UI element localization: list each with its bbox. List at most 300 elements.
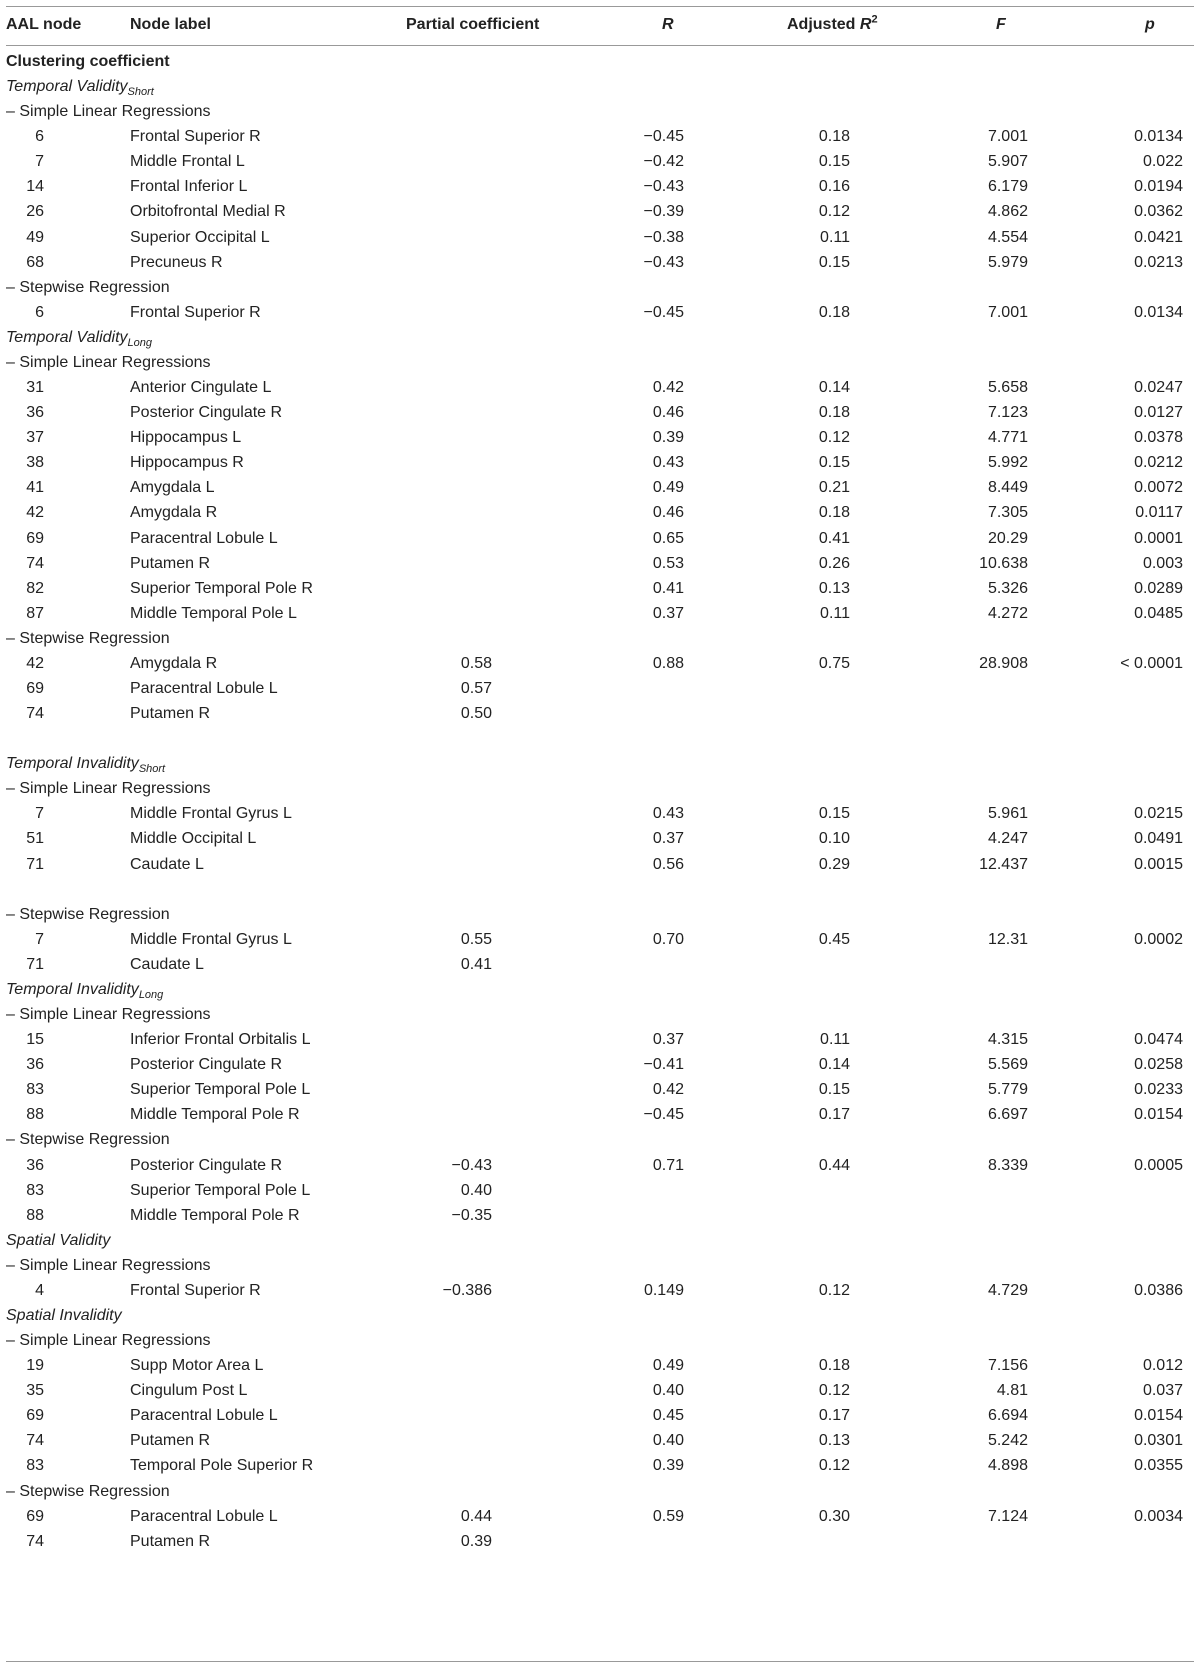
cell-adjusted-r2: 0.11 [820,1031,850,1049]
cell-p [1080,1529,1183,1555]
cell-f: 4.247 [987,830,1028,848]
cell-f: 8.339 [987,1156,1028,1174]
cell-partial-coefficient [420,174,492,200]
cell-p: 0.0127 [1134,404,1183,422]
cell-aal-node: 69 [26,680,44,697]
cell-node-label: Paracentral Lobule L [130,680,278,697]
cell-partial-coefficient [420,500,492,526]
cell-aal-node: 19 [26,1357,44,1375]
table-row [0,174,1200,200]
cell-node-label: Precuneus R [130,253,223,271]
cell-p: 0.0134 [1134,128,1183,146]
cell-f [940,952,1028,978]
cell-node-label: Middle Temporal Pole R [130,1206,300,1224]
cell-f: 4.272 [987,604,1028,622]
cell-partial-coefficient [420,1027,492,1053]
cell-p: 0.012 [1142,1357,1183,1375]
cell-aal-node: 31 [26,379,44,397]
cell-r: −0.43 [643,178,684,196]
cell-p: 0.0001 [1134,529,1183,547]
table-header-row [0,12,1200,38]
cell-node-label: Supp Motor Area L [130,1357,264,1375]
cell-r: 0.39 [652,1457,684,1475]
cell-r: −0.43 [643,253,684,271]
cell-aal-node: 71 [26,855,44,873]
group-heading-main: Temporal Validity [6,328,128,346]
cell-adjusted-r2: 0.16 [818,178,850,196]
group-heading-subscript: Short [138,763,166,776]
cell-node-label: Inferior Frontal Orbitalis L [130,1031,311,1049]
cell-adjusted-r2: 0.18 [818,1357,850,1375]
method-heading-text: – Simple Linear Regressions [6,103,211,121]
method-heading-text: – Stepwise Regression [6,629,170,647]
cell-aal-node: 71 [26,955,44,973]
cell-aal-node: 41 [26,479,44,497]
cell-adjusted-r2 [760,952,850,978]
cell-node-label: Cingulum Post L [130,1382,248,1400]
section-heading [0,49,1200,75]
cell-adjusted-r2: 0.15 [818,153,850,171]
cell-r: 0.65 [652,529,684,547]
method-heading [0,1479,1200,1505]
cell-partial-coefficient [420,826,492,852]
method-heading [0,99,1200,125]
cell-p: 0.0212 [1134,454,1183,472]
cell-r: 0.45 [652,1407,684,1425]
cell-partial-coefficient [420,425,492,451]
cell-aal-node: 83 [26,1181,44,1199]
cell-partial-coefficient [420,375,492,401]
cell-node-label: Frontal Superior R [130,303,261,321]
method-heading-text: – Stepwise Regression [6,278,170,296]
cell-partial-coefficient [420,801,492,827]
cell-node-label: Frontal Superior R [130,1281,261,1299]
cell-aal-node: 69 [26,1407,44,1425]
cell-aal-node: 35 [26,1382,44,1400]
cell-adjusted-r2: 0.15 [818,1081,850,1099]
table-row [0,1453,1200,1479]
cell-r: 0.70 [652,930,684,948]
cell-p: 0.0213 [1134,253,1183,271]
cell-aal-node: 6 [35,303,44,321]
cell-r: 0.37 [652,830,684,848]
cell-partial-coefficient [420,149,492,175]
cell-r [580,701,684,727]
cell-r: 0.149 [643,1281,684,1299]
cell-node-label: Middle Temporal Pole R [130,1106,300,1124]
cell-adjusted-r2: 0.30 [818,1507,850,1525]
cell-adjusted-r2: 0.15 [818,805,850,823]
cell-f: 6.694 [987,1407,1028,1425]
cell-partial-coefficient: 0.44 [460,1507,492,1525]
cell-adjusted-r2: 0.29 [818,855,850,873]
cell-f: 4.81 [996,1382,1028,1400]
table-row [0,1027,1200,1053]
group-heading [0,1303,1200,1329]
table-row [0,1353,1200,1379]
method-heading-text: – Simple Linear Regressions [6,1332,211,1350]
cell-adjusted-r2: 0.18 [818,404,850,422]
cell-p: 0.0491 [1134,830,1183,848]
cell-r: 0.40 [652,1382,684,1400]
cell-p: 0.0034 [1134,1507,1183,1525]
cell-aal-node: 15 [26,1031,44,1049]
cell-aal-node: 49 [26,228,44,246]
cell-node-label: Caudate L [130,955,204,973]
table-row [0,651,1200,677]
cell-r: 0.43 [652,805,684,823]
cell-aal-node: 83 [26,1457,44,1475]
cell-p: 0.0258 [1134,1056,1183,1074]
cell-aal-node: 74 [26,705,44,723]
cell-aal-node: 74 [26,554,44,572]
cell-partial-coefficient [420,852,492,878]
cell-adjusted-r2: 0.17 [818,1106,850,1124]
table-row [0,826,1200,852]
cell-adjusted-r2: 0.26 [818,554,850,572]
cell-node-label: Orbitofrontal Medial R [130,203,286,221]
cell-p: 0.0421 [1134,228,1183,246]
cell-node-label: Middle Frontal L [130,153,245,171]
cell-node-label: Amygdala R [130,654,218,672]
table-row [0,124,1200,150]
table-row [0,475,1200,501]
cell-f: 5.961 [987,805,1028,823]
table-row [0,199,1200,225]
cell-p: 0.0015 [1134,855,1183,873]
method-heading [0,1253,1200,1279]
table-row [0,1504,1200,1530]
cell-partial-coefficient [420,450,492,476]
cell-p: 0.0194 [1134,178,1183,196]
cell-f: 12.31 [987,930,1028,948]
cell-adjusted-r2: 0.13 [818,579,850,597]
table-header-rule [6,45,1194,46]
cell-f: 7.156 [987,1357,1028,1375]
cell-partial-coefficient: 0.39 [460,1532,492,1550]
cell-r: 0.39 [652,429,684,447]
cell-f: 5.979 [987,253,1028,271]
cell-aal-node: 4 [35,1281,44,1299]
cell-r [580,1178,684,1204]
cell-aal-node: 26 [26,203,44,221]
cell-partial-coefficient: 0.57 [460,680,492,697]
cell-adjusted-r2: 0.12 [818,1457,850,1475]
cell-f: 8.449 [987,479,1028,497]
cell-adjusted-r2: 0.12 [818,1382,850,1400]
cell-partial-coefficient [420,300,492,326]
cell-node-label: Superior Occipital L [130,228,270,246]
table-row [0,551,1200,577]
cell-adjusted-r2: 0.11 [820,604,850,622]
cell-r: 0.46 [652,504,684,522]
table-row [0,576,1200,602]
cell-partial-coefficient [420,1378,492,1404]
table-row [0,375,1200,401]
method-heading [0,275,1200,301]
cell-aal-node: 87 [26,604,44,622]
cell-r: 0.49 [652,1357,684,1375]
cell-f: 4.315 [987,1031,1028,1049]
cell-r: 0.71 [652,1156,684,1174]
cell-f: 4.729 [987,1281,1028,1299]
group-heading [0,74,1200,100]
spacer-row [0,726,1200,752]
table-row [0,952,1200,978]
table-bottom-rule [6,1661,1194,1662]
cell-adjusted-r2: 0.18 [818,128,850,146]
cell-f: 7.305 [987,504,1028,522]
cell-r [580,952,684,978]
cell-r: −0.42 [643,153,684,171]
cell-adjusted-r2: 0.12 [818,203,850,221]
table-row [0,1403,1200,1429]
cell-partial-coefficient: −0.35 [451,1206,492,1224]
cell-node-label: Caudate L [130,855,204,873]
cell-r: 0.42 [652,379,684,397]
cell-node-label: Posterior Cingulate R [130,1156,283,1174]
cell-aal-node: 7 [35,805,44,823]
cell-f [940,701,1028,727]
table-row [0,425,1200,451]
cell-partial-coefficient [420,1453,492,1479]
cell-f: 5.326 [987,579,1028,597]
cell-aal-node: 6 [35,128,44,146]
table-row [0,1203,1200,1229]
cell-f: 5.907 [987,153,1028,171]
table-row [0,400,1200,426]
table-row [0,1428,1200,1454]
cell-node-label: Superior Temporal Pole R [130,579,313,597]
method-heading [0,902,1200,928]
cell-f: 20.29 [987,529,1028,547]
cell-f: 6.179 [987,178,1028,196]
method-heading [0,1127,1200,1153]
cell-partial-coefficient [420,250,492,276]
method-heading-text: – Stepwise Regression [6,1482,170,1500]
cell-p [1080,952,1183,978]
cell-r: −0.45 [643,128,684,146]
cell-node-label: Temporal Pole Superior R [130,1457,314,1475]
cell-r: −0.41 [643,1056,684,1074]
cell-aal-node: 51 [26,830,44,848]
cell-partial-coefficient: −0.386 [442,1281,492,1299]
table-row [0,801,1200,827]
cell-r: 0.56 [652,855,684,873]
cell-partial-coefficient: 0.40 [460,1181,492,1199]
cell-node-label: Paracentral Lobule L [130,1407,278,1425]
group-heading-text [6,977,163,1003]
cell-aal-node: 38 [26,454,44,472]
cell-f: 4.862 [987,203,1028,221]
cell-r: 0.43 [652,454,684,472]
table-row [0,300,1200,326]
cell-node-label: Frontal Inferior L [130,178,248,196]
group-heading [0,325,1200,351]
cell-adjusted-r2 [760,676,850,702]
header-aal-node: AAL node [6,16,82,33]
cell-aal-node: 37 [26,429,44,447]
cell-f: 4.771 [987,429,1028,447]
table-row [0,927,1200,953]
cell-node-label: Frontal Superior R [130,128,261,146]
table-row [0,225,1200,251]
method-heading-text: – Stepwise Regression [6,1131,170,1149]
cell-f [940,676,1028,702]
table-row [0,676,1200,702]
cell-aal-node: 7 [35,930,44,948]
cell-node-label: Putamen R [130,1432,211,1450]
cell-r: −0.45 [643,1106,684,1124]
cell-p: 0.0154 [1134,1106,1183,1124]
table-row [0,450,1200,476]
method-heading-text: – Simple Linear Regressions [6,1256,211,1274]
method-heading-text: – Simple Linear Regressions [6,780,211,798]
cell-node-label: Middle Frontal Gyrus L [130,805,292,823]
cell-p: 0.0134 [1134,303,1183,321]
cell-adjusted-r2 [760,1178,850,1204]
cell-partial-coefficient [420,225,492,251]
group-heading-subscript: Short [127,86,154,99]
group-heading-subscript: Long [138,989,164,1002]
cell-r: 0.40 [652,1432,684,1450]
method-heading [0,776,1200,802]
cell-r: 0.37 [652,1031,684,1049]
header-adjusted-r2 [787,12,878,38]
cell-f: 5.569 [987,1056,1028,1074]
cell-p: 0.0362 [1134,203,1183,221]
cell-r: −0.39 [643,203,684,221]
cell-f: 5.779 [987,1081,1028,1099]
header-r: R [662,16,674,33]
table-row [0,526,1200,552]
method-heading [0,626,1200,652]
cell-adjusted-r2 [760,701,850,727]
cell-node-label: Putamen R [130,705,211,723]
cell-p: 0.022 [1142,153,1183,171]
cell-node-label: Middle Frontal Gyrus L [130,930,292,948]
cell-adjusted-r2 [760,1203,850,1229]
cell-adjusted-r2 [760,1529,850,1555]
cell-adjusted-r2: 0.12 [818,1281,850,1299]
cell-aal-node: 36 [26,1056,44,1074]
cell-partial-coefficient [420,1102,492,1128]
cell-adjusted-r2: 0.14 [818,379,850,397]
cell-adjusted-r2: 0.41 [818,529,850,547]
cell-aal-node: 14 [26,178,44,196]
cell-aal-node: 42 [26,504,44,522]
cell-partial-coefficient [420,124,492,150]
cell-node-label: Middle Temporal Pole L [130,604,297,622]
cell-partial-coefficient [420,1353,492,1379]
cell-f [940,1178,1028,1204]
cell-node-label: Hippocampus R [130,454,244,472]
cell-partial-coefficient [420,475,492,501]
group-heading-main: Spatial Invalidity [6,1307,122,1324]
header-adjusted-text: Adjusted [787,16,860,33]
cell-partial-coefficient [420,1428,492,1454]
table-row [0,1077,1200,1103]
cell-partial-coefficient [420,400,492,426]
cell-f: 4.554 [987,228,1028,246]
cell-r: 0.88 [652,654,684,672]
cell-p: 0.0355 [1134,1457,1183,1475]
cell-aal-node: 74 [26,1432,44,1450]
cell-p: 0.0072 [1134,479,1183,497]
cell-p: 0.037 [1142,1382,1183,1400]
table-row [0,701,1200,727]
cell-node-label: Putamen R [130,1532,211,1550]
spacer-row [0,877,1200,903]
group-heading-text [6,751,165,777]
cell-partial-coefficient [420,526,492,552]
header-p: p [1145,16,1155,33]
cell-partial-coefficient: 0.41 [460,955,492,973]
cell-adjusted-r2: 0.18 [818,303,850,321]
group-heading-main: Spatial Validity [6,1231,111,1249]
cell-p: 0.0386 [1134,1281,1183,1299]
table-row [0,852,1200,878]
cell-f: 7.123 [987,404,1028,422]
group-heading-main: Temporal Validity [6,78,128,96]
cell-r: 0.42 [652,1081,684,1099]
cell-p: 0.0474 [1134,1031,1183,1049]
table-row [0,149,1200,175]
group-heading [0,977,1200,1003]
cell-r: 0.49 [652,479,684,497]
cell-aal-node: 88 [26,1106,44,1124]
cell-p: 0.0247 [1134,379,1183,397]
cell-partial-coefficient: 0.55 [460,930,492,948]
cell-adjusted-r2: 0.13 [818,1432,850,1450]
cell-r: 0.41 [652,579,684,597]
table-row [0,1153,1200,1179]
cell-p: 0.0117 [1135,504,1183,522]
header-adjusted-r: R [859,16,872,33]
cell-p [1080,1178,1183,1204]
cell-node-label: Posterior Cingulate R [130,404,283,422]
cell-node-label: Posterior Cingulate R [130,1056,283,1074]
cell-f [940,1529,1028,1555]
cell-p: 0.0485 [1134,604,1183,622]
cell-p: < 0.0001 [1120,654,1183,672]
cell-r: 0.53 [652,554,684,572]
cell-partial-coefficient [420,1077,492,1103]
group-heading-text [6,1228,110,1254]
cell-node-label: Anterior Cingulate L [130,379,272,397]
table-top-rule [6,6,1194,7]
cell-partial-coefficient [420,1052,492,1078]
header-partial-coefficient: Partial coefficient [406,16,540,33]
cell-partial-coefficient: 0.50 [460,705,492,723]
cell-adjusted-r2: 0.11 [820,228,850,246]
cell-f: 7.001 [987,128,1028,146]
cell-r: −0.45 [643,303,684,321]
cell-f: 10.638 [979,554,1028,572]
cell-r [580,676,684,702]
cell-r [580,1203,684,1229]
cell-partial-coefficient [420,1403,492,1429]
group-heading-text [6,74,154,100]
cell-node-label: Amygdala L [130,479,215,497]
cell-partial-coefficient [420,551,492,577]
cell-aal-node: 42 [26,654,44,672]
cell-p: 0.0002 [1134,930,1183,948]
cell-node-label: Superior Temporal Pole L [130,1181,311,1199]
cell-partial-coefficient: −0.43 [451,1156,492,1174]
cell-adjusted-r2: 0.14 [818,1056,850,1074]
cell-p: 0.0301 [1134,1432,1183,1450]
